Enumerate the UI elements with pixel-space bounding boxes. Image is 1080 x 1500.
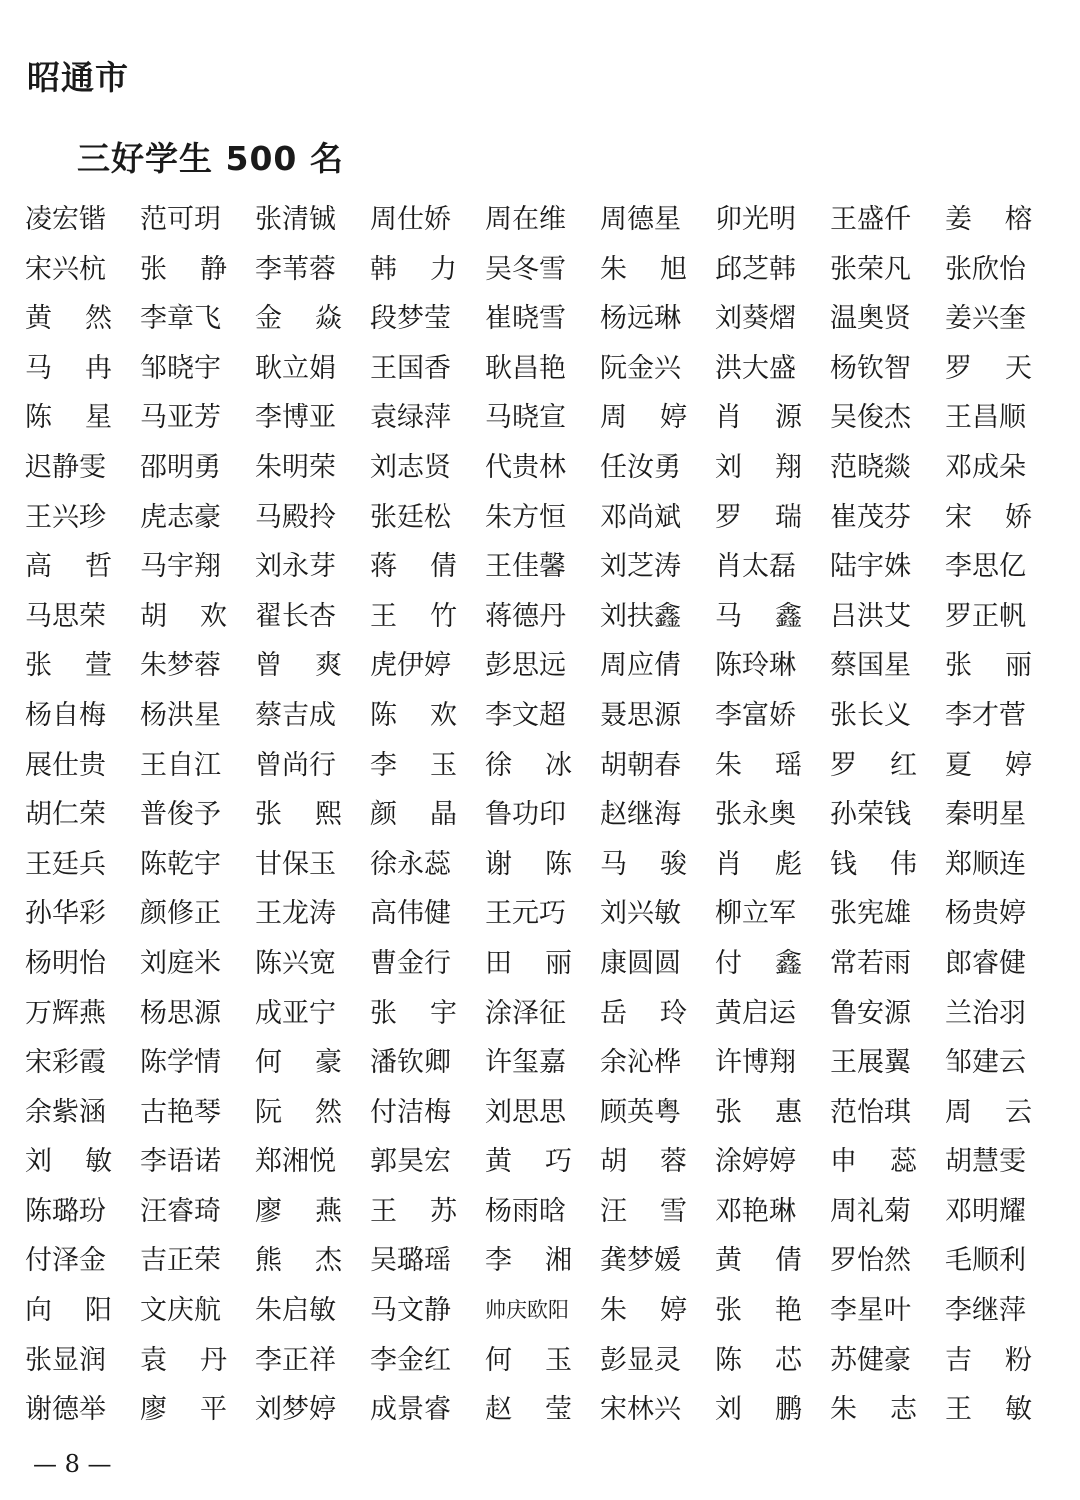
- student-name: 朱启敏: [255, 1295, 336, 1327]
- student-name: 汪睿琦: [140, 1195, 221, 1227]
- student-name: 张清铖: [255, 204, 336, 235]
- student-name: 夏 婷: [945, 749, 1032, 781]
- student-name: 汪 雪: [600, 1195, 687, 1227]
- student-name: 彭思远: [485, 650, 566, 682]
- student-name: 田 丽: [485, 947, 572, 979]
- student-name: 许玺嘉: [485, 1047, 566, 1079]
- student-name: 王自江: [140, 749, 221, 781]
- student-name: 曾尚行: [255, 749, 336, 781]
- student-name: 朱方恒: [485, 501, 566, 533]
- student-name: 王展翼: [830, 1047, 911, 1079]
- student-name: 耿昌艳: [485, 352, 566, 384]
- name-row: [25, 1236, 1060, 1286]
- student-name: 申 蕊: [830, 1146, 917, 1178]
- student-name: 任汝勇: [600, 451, 681, 483]
- student-name: 万辉燕: [25, 997, 106, 1029]
- student-name: 耿立娟: [255, 352, 336, 384]
- student-name: 李金红: [370, 1344, 451, 1376]
- student-name: 付洁梅: [370, 1096, 451, 1128]
- student-name: 马文静: [370, 1295, 451, 1327]
- student-name: 颜 晶: [370, 799, 457, 831]
- student-name: 张 宇: [370, 997, 457, 1029]
- student-name: 成亚宁: [255, 997, 336, 1029]
- student-name: 刘庭米: [140, 947, 221, 979]
- student-name: 曹金行: [370, 947, 451, 979]
- student-name: 黄 巧: [485, 1146, 572, 1178]
- student-name: 阮金兴: [600, 352, 681, 384]
- student-name: 马晓宣: [485, 402, 566, 434]
- name-row: [25, 393, 1060, 443]
- student-name: 张永奥: [715, 799, 796, 831]
- student-name: 胡 蓉: [600, 1146, 687, 1178]
- student-name: 吉 粉: [945, 1344, 1032, 1376]
- student-name: 罗怡然: [830, 1245, 911, 1277]
- student-name: 杨自梅: [25, 699, 106, 731]
- name-row: [25, 1336, 1060, 1386]
- student-name: 吕洪艾: [830, 600, 911, 632]
- student-name: 陈 星: [25, 402, 112, 434]
- student-name: 卯光明: [715, 204, 796, 235]
- student-name: 蒋德丹: [485, 600, 566, 632]
- student-name: 何 玉: [485, 1344, 572, 1376]
- student-name: 刘扶鑫: [600, 600, 681, 632]
- student-name: 郑顺连: [945, 848, 1026, 880]
- student-name: 刘 鹏: [715, 1394, 802, 1426]
- student-name: 李正祥: [255, 1344, 336, 1376]
- student-name: 张 萱: [25, 650, 112, 682]
- name-row: [25, 195, 1060, 245]
- student-name: 刘梦婷: [255, 1394, 336, 1426]
- student-name: 马思荣: [25, 600, 106, 632]
- student-name: 成景睿: [370, 1394, 451, 1426]
- student-name: 陈 芯: [715, 1344, 802, 1376]
- student-name: 兰治羽: [945, 997, 1026, 1029]
- student-name: 邱芝韩: [715, 253, 796, 285]
- student-name: 廖 平: [140, 1394, 227, 1426]
- name-row: [25, 344, 1060, 394]
- student-name: 帅庆欧阳: [485, 1298, 569, 1323]
- student-name: 涂泽征: [485, 997, 566, 1029]
- student-name: 朱 瑶: [715, 749, 802, 781]
- student-name: 王廷兵: [25, 848, 106, 880]
- student-name: 谢 陈: [485, 848, 572, 880]
- student-name: 康圆圆: [600, 947, 681, 979]
- student-name: 陈学情: [140, 1047, 221, 1079]
- student-name: 常若雨: [830, 947, 911, 979]
- student-name: 韩 力: [370, 253, 457, 285]
- student-name: 李 玉: [370, 749, 457, 781]
- student-name: 张 丽: [945, 650, 1032, 682]
- student-name: 李苇蓉: [255, 253, 336, 285]
- student-name: 阮 然: [255, 1096, 342, 1128]
- student-name: 周 婷: [600, 402, 687, 434]
- student-name: 崔晓雪: [485, 303, 566, 335]
- student-name: 高 哲: [25, 551, 112, 583]
- student-name: 甘保玉: [255, 848, 336, 880]
- student-name: 金 焱: [255, 303, 342, 335]
- student-name: 袁 丹: [140, 1344, 227, 1376]
- student-name: 张廷松: [370, 501, 451, 533]
- student-name: 马 冉: [25, 352, 112, 384]
- student-name: 徐 冰: [485, 749, 572, 781]
- student-name: 黄 然: [25, 303, 112, 335]
- student-name: 李继萍: [945, 1295, 1026, 1327]
- student-name: 付泽金: [25, 1245, 106, 1277]
- student-name: 周 云: [945, 1096, 1032, 1128]
- student-name: 王国香: [370, 352, 451, 384]
- student-name: 马亚芳: [140, 402, 221, 434]
- student-name: 秦明星: [945, 799, 1026, 831]
- student-name: 杨明怡: [25, 947, 106, 979]
- student-name: 迟静雯: [25, 451, 106, 483]
- student-name: 范怡琪: [830, 1096, 911, 1128]
- student-name: 刘 敏: [25, 1146, 112, 1178]
- student-name: 鲁功印: [485, 799, 566, 831]
- student-name: 杨雨晗: [485, 1195, 566, 1227]
- student-name: 曾 爽: [255, 650, 342, 682]
- student-name: 虎伊婷: [370, 650, 451, 682]
- student-name: 朱 婷: [600, 1295, 687, 1327]
- student-name: 刘葵熠: [715, 303, 796, 335]
- student-name: 罗 瑞: [715, 501, 802, 533]
- student-name: 熊 杰: [255, 1245, 342, 1277]
- name-row: [25, 641, 1060, 691]
- student-name: 刘 翔: [715, 451, 802, 483]
- name-row: [25, 741, 1060, 791]
- name-row: [25, 1038, 1060, 1088]
- student-name: 肖太磊: [715, 551, 796, 583]
- student-name: 周德星: [600, 204, 681, 235]
- name-row: [25, 1088, 1060, 1138]
- student-name: 王元巧: [485, 898, 566, 930]
- student-name: 罗 天: [945, 352, 1032, 384]
- name-row: [25, 691, 1060, 741]
- student-name: 胡仁荣: [25, 799, 106, 831]
- student-name: 郎睿健: [945, 947, 1026, 979]
- student-name: 范可玥: [140, 204, 221, 235]
- student-name: 李才菅: [945, 699, 1026, 731]
- student-name: 胡 欢: [140, 600, 227, 632]
- student-name: 何 豪: [255, 1047, 342, 1079]
- student-name: 岳 玲: [600, 997, 687, 1029]
- student-name: 马宇翔: [140, 551, 221, 583]
- student-name: 张 艳: [715, 1295, 802, 1327]
- student-name: 邓尚斌: [600, 501, 681, 533]
- student-name: 顾英粤: [600, 1096, 681, 1128]
- student-name: 王 敏: [945, 1394, 1032, 1426]
- student-name: 王盛仟: [830, 204, 911, 235]
- student-name: 彭显灵: [600, 1344, 681, 1376]
- student-name: 钱 伟: [830, 848, 917, 880]
- student-name: 凌宏锴: [25, 204, 106, 235]
- student-name: 蒋 倩: [370, 551, 457, 583]
- name-row: [25, 294, 1060, 344]
- student-name: 洪大盛: [715, 352, 796, 384]
- student-name: 周在维: [485, 204, 566, 235]
- student-name: 朱明荣: [255, 451, 336, 483]
- student-name: 邹晓宇: [140, 352, 221, 384]
- student-name: 张 静: [140, 253, 227, 285]
- student-name: 马殿拎: [255, 501, 336, 533]
- category-heading: 三好学生 500 名: [77, 139, 344, 178]
- student-name: 罗 红: [830, 749, 917, 781]
- student-name: 袁绿萍: [370, 402, 451, 434]
- student-name: 鲁安源: [830, 997, 911, 1029]
- student-name: 张欣怡: [945, 253, 1026, 285]
- student-name: 朱梦蓉: [140, 650, 221, 682]
- student-name: 宋林兴: [600, 1394, 681, 1426]
- student-name: 郑湘悦: [255, 1146, 336, 1178]
- student-name: 肖 彪: [715, 848, 802, 880]
- student-name: 段梦莹: [370, 303, 451, 335]
- student-name: 陈乾宇: [140, 848, 221, 880]
- student-name: 潘钦卿: [370, 1047, 451, 1079]
- name-row: [25, 592, 1060, 642]
- student-name: 李富娇: [715, 699, 796, 731]
- student-name: 杨洪星: [140, 699, 221, 731]
- student-name: 柳立军: [715, 898, 796, 930]
- student-name: 周礼菊: [830, 1195, 911, 1227]
- student-name: 杨贵婷: [945, 898, 1026, 930]
- student-name: 李文超: [485, 699, 566, 731]
- student-name: 王龙涛: [255, 898, 336, 930]
- student-name: 王昌顺: [945, 402, 1026, 434]
- student-name: 许博翔: [715, 1047, 796, 1079]
- student-name: 邓成朵: [945, 451, 1026, 483]
- student-name: 肖 源: [715, 402, 802, 434]
- student-name: 刘志贤: [370, 451, 451, 483]
- student-name: 姜兴奎: [945, 303, 1026, 335]
- student-name: 向 阳: [25, 1295, 112, 1327]
- student-name: 李语诺: [140, 1146, 221, 1178]
- name-row: [25, 1385, 1060, 1435]
- name-grid: [25, 195, 1060, 1435]
- name-row: [25, 1187, 1060, 1237]
- student-name: 徐永蕊: [370, 848, 451, 880]
- student-name: 杨思源: [140, 997, 221, 1029]
- student-name: 蔡吉成: [255, 699, 336, 731]
- student-name: 邵明勇: [140, 451, 221, 483]
- student-name: 宋彩霞: [25, 1047, 106, 1079]
- student-name: 陈兴宽: [255, 947, 336, 979]
- student-name: 杨钦智: [830, 352, 911, 384]
- student-name: 吉正荣: [140, 1245, 221, 1277]
- student-name: 李博亚: [255, 402, 336, 434]
- name-row: [25, 790, 1060, 840]
- student-name: 姜 榕: [945, 204, 1032, 235]
- student-name: 范晓燚: [830, 451, 911, 483]
- student-name: 龚梦媛: [600, 1245, 681, 1277]
- student-name: 陈玲琳: [715, 650, 796, 682]
- student-name: 张宪雄: [830, 898, 911, 930]
- student-name: 陈 欢: [370, 699, 457, 731]
- student-name: 宋 娇: [945, 501, 1032, 533]
- student-name: 崔茂芬: [830, 501, 911, 533]
- student-name: 马 骏: [600, 848, 687, 880]
- student-name: 代贵林: [485, 451, 566, 483]
- student-name: 张 惠: [715, 1096, 802, 1128]
- student-name: 孙荣钱: [830, 799, 911, 831]
- student-name: 宋兴杭: [25, 253, 106, 285]
- student-name: 温奥贤: [830, 303, 911, 335]
- name-row: [25, 493, 1060, 543]
- student-name: 王兴珍: [25, 501, 106, 533]
- student-name: 马 鑫: [715, 600, 802, 632]
- student-name: 普俊予: [140, 799, 221, 831]
- student-name: 廖 燕: [255, 1195, 342, 1227]
- student-name: 朱 志: [830, 1394, 917, 1426]
- student-name: 刘思思: [485, 1096, 566, 1128]
- name-row: [25, 245, 1060, 295]
- student-name: 赵继海: [600, 799, 681, 831]
- name-row: [25, 542, 1060, 592]
- student-name: 颜修正: [140, 898, 221, 930]
- student-name: 黄 倩: [715, 1245, 802, 1277]
- student-name: 刘兴敏: [600, 898, 681, 930]
- student-name: 苏健豪: [830, 1344, 911, 1376]
- student-name: 吴俊杰: [830, 402, 911, 434]
- student-name: 胡朝春: [600, 749, 681, 781]
- student-name: 朱 旭: [600, 253, 687, 285]
- student-name: 蔡国星: [830, 650, 911, 682]
- student-name: 虎志豪: [140, 501, 221, 533]
- student-name: 毛顺利: [945, 1245, 1026, 1277]
- student-name: 孙华彩: [25, 898, 106, 930]
- name-row: [25, 939, 1060, 989]
- student-name: 李 湘: [485, 1245, 572, 1277]
- student-name: 郭昊宏: [370, 1146, 451, 1178]
- city-heading: 昭通市: [27, 58, 129, 97]
- student-name: 张长义: [830, 699, 911, 731]
- page-number: — 8 —: [33, 1450, 112, 1478]
- student-name: 谢德举: [25, 1394, 106, 1426]
- student-name: 李星叶: [830, 1295, 911, 1327]
- student-name: 罗正帆: [945, 600, 1026, 632]
- student-name: 刘芝涛: [600, 551, 681, 583]
- name-row: [25, 840, 1060, 890]
- name-row: [25, 1137, 1060, 1187]
- student-name: 李章飞: [140, 303, 221, 335]
- student-name: 周应倩: [600, 650, 681, 682]
- student-name: 文庆航: [140, 1295, 221, 1327]
- name-row: [25, 1286, 1060, 1336]
- student-name: 吴冬雪: [485, 253, 566, 285]
- student-name: 王 苏: [370, 1195, 457, 1227]
- student-name: 张荣凡: [830, 253, 911, 285]
- name-row: [25, 989, 1060, 1039]
- student-name: 黄启运: [715, 997, 796, 1029]
- student-name: 陆宇姝: [830, 551, 911, 583]
- student-name: 邹建云: [945, 1047, 1026, 1079]
- student-name: 赵 莹: [485, 1394, 572, 1426]
- student-name: 古艳琴: [140, 1096, 221, 1128]
- student-name: 翟长杏: [255, 600, 336, 632]
- student-name: 胡慧雯: [945, 1146, 1026, 1178]
- student-name: 王佳馨: [485, 551, 566, 583]
- student-name: 陈璐玢: [25, 1195, 106, 1227]
- name-row: [25, 889, 1060, 939]
- student-name: 周仕娇: [370, 204, 451, 235]
- student-name: 展仕贵: [25, 749, 106, 781]
- student-name: 吴璐瑶: [370, 1245, 451, 1277]
- student-name: 涂婷婷: [715, 1146, 796, 1178]
- student-name: 李思亿: [945, 551, 1026, 583]
- student-name: 余紫涵: [25, 1096, 106, 1128]
- student-name: 高伟健: [370, 898, 451, 930]
- student-name: 付 鑫: [715, 947, 802, 979]
- student-name: 邓明耀: [945, 1195, 1026, 1227]
- student-name: 王 竹: [370, 600, 457, 632]
- student-name: 刘永芽: [255, 551, 336, 583]
- student-name: 余沁桦: [600, 1047, 681, 1079]
- student-name: 张显润: [25, 1344, 106, 1376]
- student-name: 张 熙: [255, 799, 342, 831]
- student-name: 聂思源: [600, 699, 681, 731]
- student-name: 邓艳琳: [715, 1195, 796, 1227]
- student-name: 杨远琳: [600, 303, 681, 335]
- name-row: [25, 443, 1060, 493]
